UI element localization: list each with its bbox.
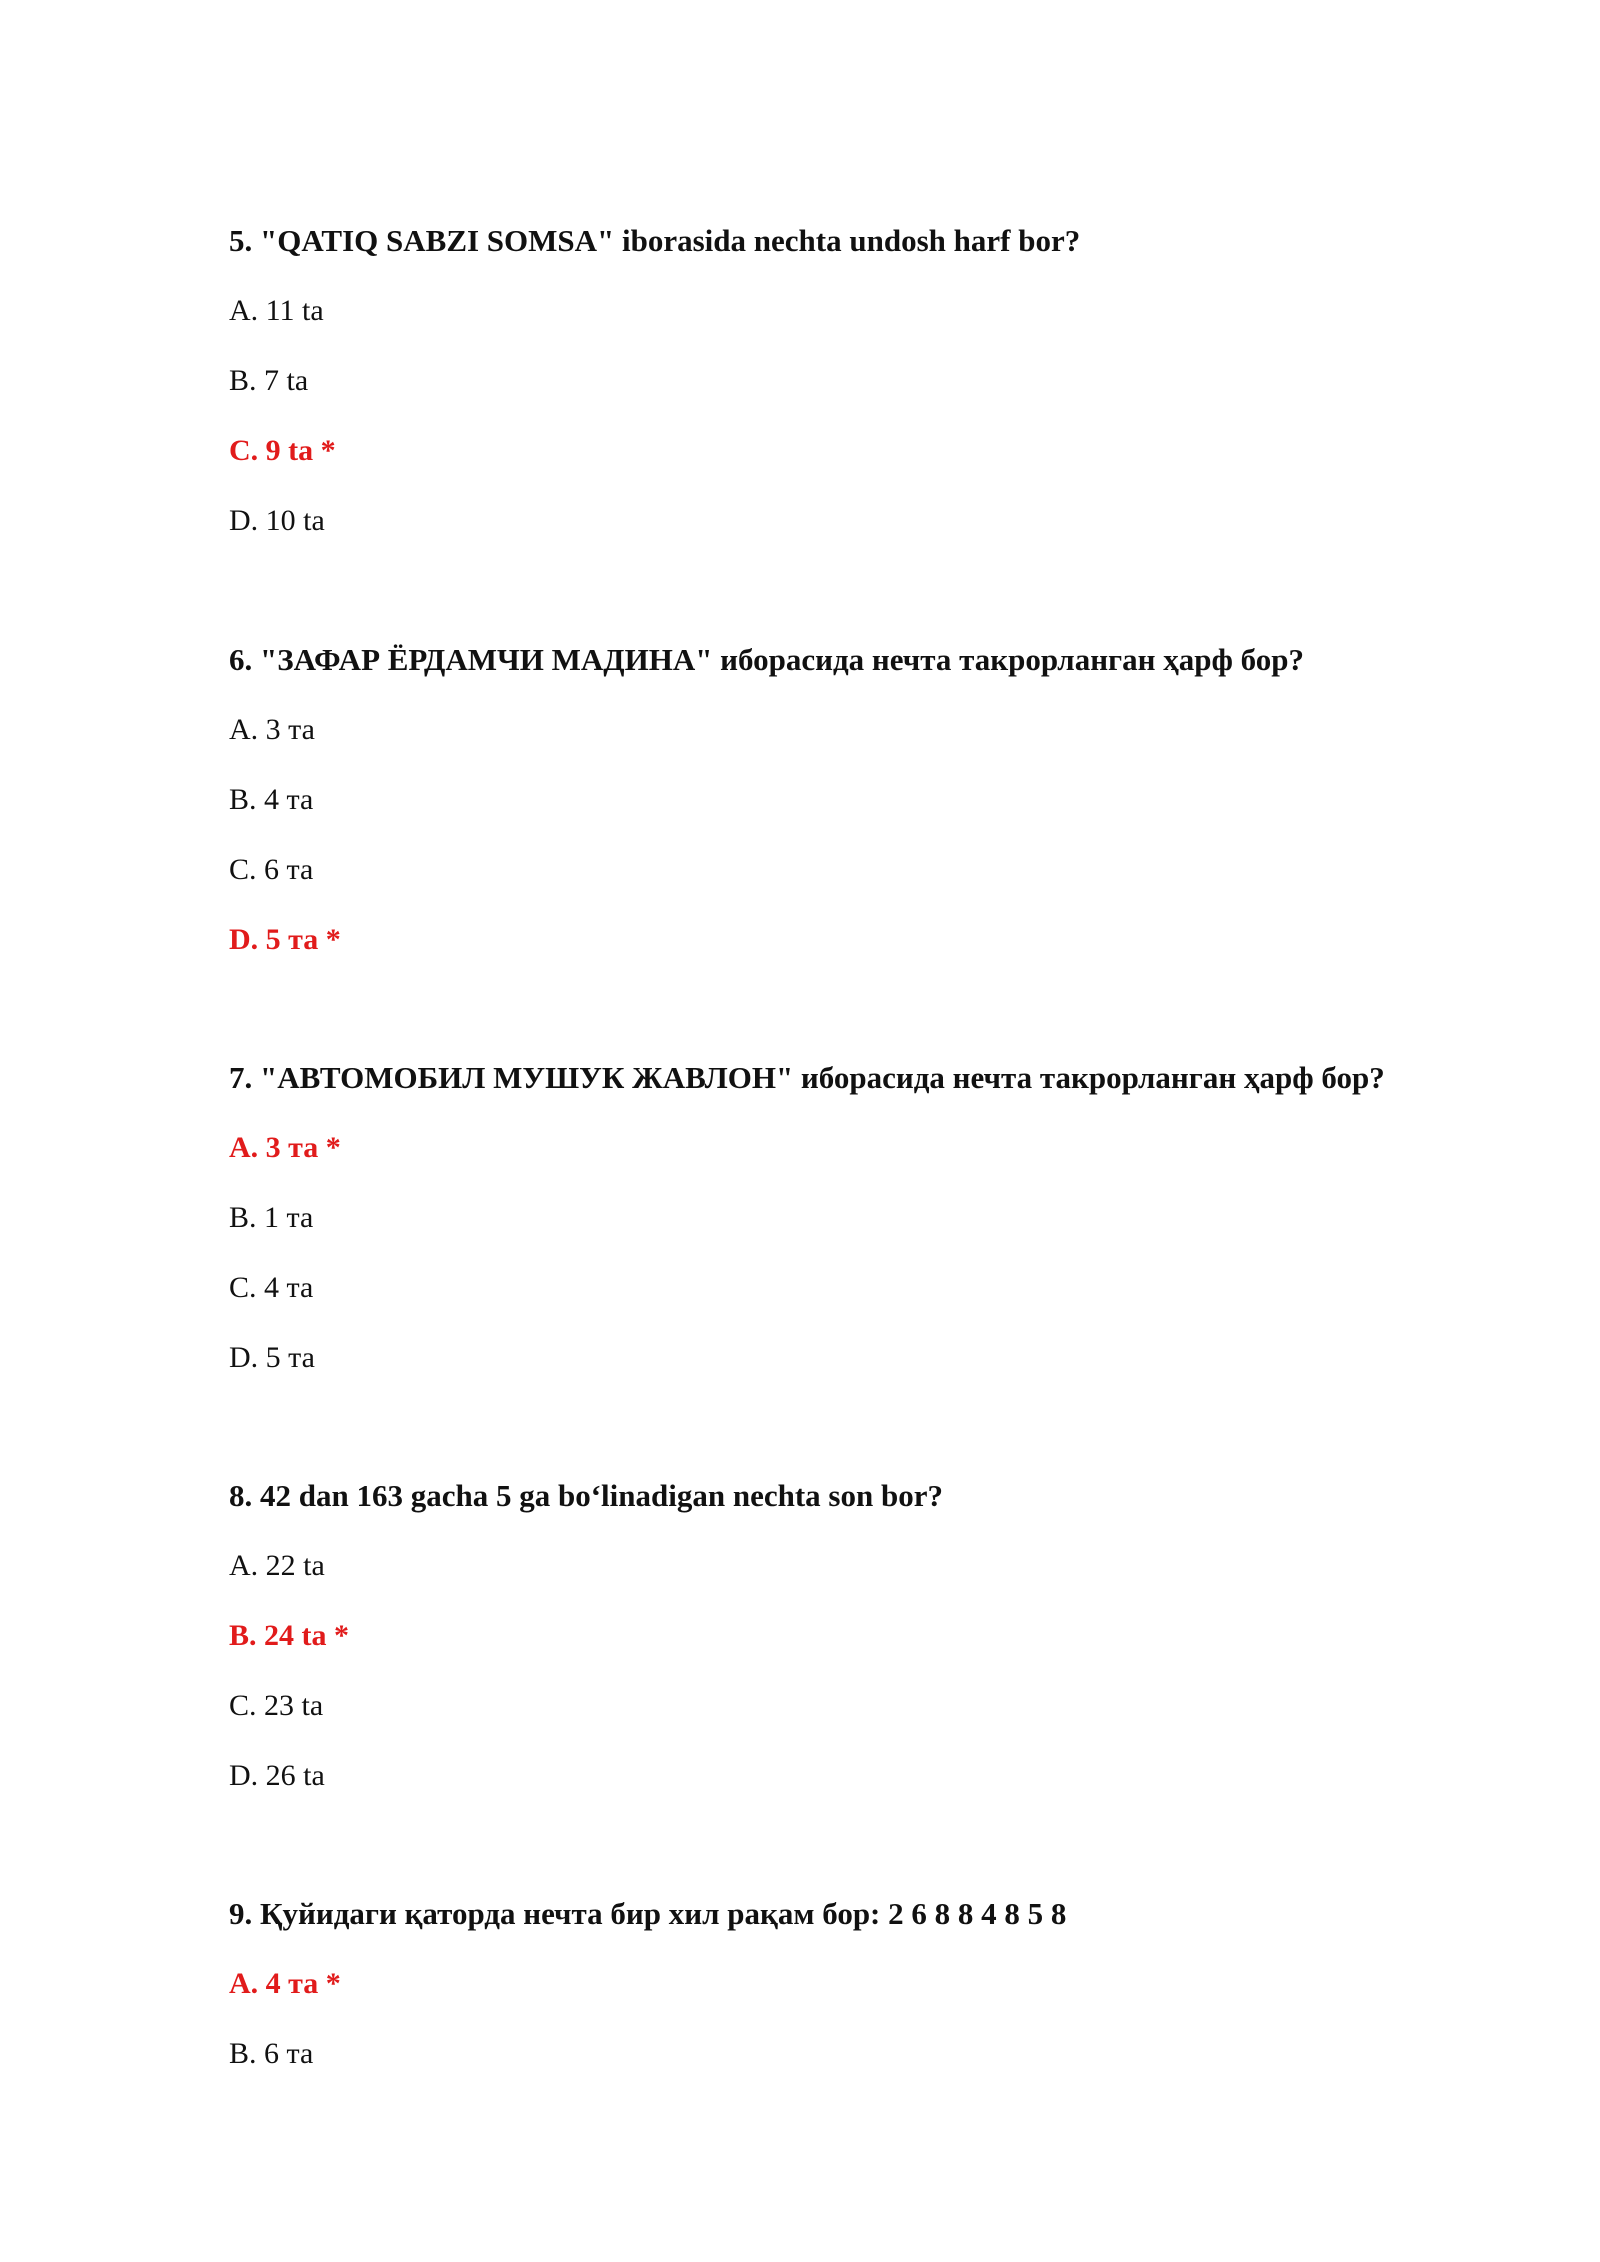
option-c-correct: C. 9 ta * — [229, 434, 336, 467]
option-b: B. 7 ta — [229, 364, 309, 397]
option-a: A. 22 ta — [229, 1549, 325, 1582]
question-text: 7. "АВТОМОБИЛ МУШУК ЖАВЛОН" иборасида нечта такрорланган ҳарф бор? — [229, 1060, 1385, 1095]
option-b-correct: B. 24 ta * — [229, 1619, 349, 1652]
question-text: 5. "QATIQ SABZI SOMSA" iborasida nechta undosh harf bor? — [229, 223, 1081, 258]
option-b: B. 4 та — [229, 783, 314, 816]
option-d: D. 5 та — [229, 1341, 315, 1374]
option-c: C. 6 та — [229, 853, 314, 886]
option-d: D. 26 ta — [229, 1759, 325, 1792]
option-a: A. 11 ta — [229, 294, 324, 327]
question-5 — [229, 221, 1529, 541]
option-a-correct: A. 4 та * — [229, 1967, 341, 2000]
option-c: C. 4 та — [229, 1271, 314, 1304]
question-8 — [229, 1476, 1529, 1796]
option-a-correct: A. 3 та * — [229, 1131, 341, 1164]
option-a: A. 3 та — [229, 713, 315, 746]
question-text: 9. Қуйидаги қаторда нечта бир хил рақам бор: 2 6 8 8 4 8 5 8 — [229, 1896, 1067, 1931]
option-d: D. 10 ta — [229, 504, 325, 537]
question-6 — [229, 640, 1529, 960]
option-b: B. 6 та — [229, 2037, 314, 2070]
question-text: 6. "ЗАФАР ЁРДАМЧИ МАДИНА" иборасида нечта такрорланган ҳарф бор? — [229, 642, 1305, 677]
option-c: C. 23 ta — [229, 1689, 324, 1722]
question-9 — [229, 1894, 1529, 2074]
question-7 — [229, 1058, 1529, 1378]
option-d-correct: D. 5 та * — [229, 923, 341, 956]
question-text: 8. 42 dan 163 gacha 5 ga bo‘linadigan nechta son bor? — [229, 1478, 943, 1513]
option-b: B. 1 та — [229, 1201, 314, 1234]
